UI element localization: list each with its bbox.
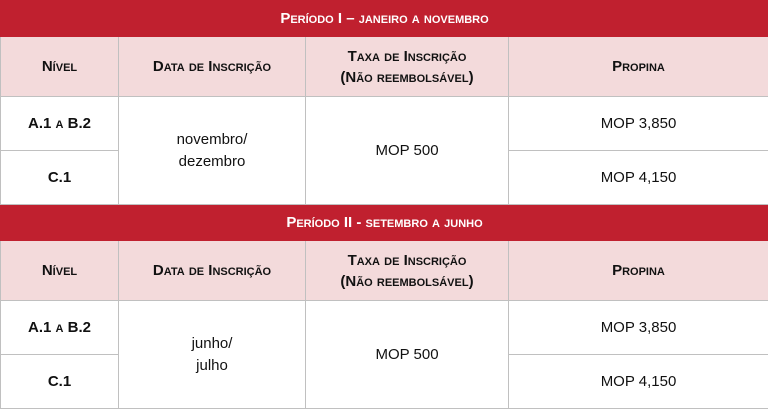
period-2-column-headers (1, 241, 768, 301)
period-1-title: Período I – janeiro a novembro (1, 1, 768, 37)
header-fee-line1: Taxa de Inscrição (347, 47, 467, 65)
period-1-column-headers (1, 37, 768, 97)
tuition-cell: MOP 4,150 (509, 355, 768, 409)
level-cell: C.1 (1, 151, 119, 205)
header-enrollment-date: Data de Inscrição (119, 37, 306, 97)
level-cell: C.1 (1, 355, 119, 409)
enrollment-date-cell (119, 301, 306, 409)
enrollment-line2: julho (196, 356, 228, 374)
header-registration-fee (306, 37, 509, 97)
header-fee-line2: (Não reembolsável) (340, 272, 474, 290)
enrollment-line2: dezembro (178, 152, 246, 170)
tuition-cell: MOP 3,850 (509, 301, 768, 355)
tuition-cell: MOP 4,150 (509, 151, 768, 205)
header-registration-fee (306, 241, 509, 301)
enrollment-line1: novembro/ (176, 130, 248, 148)
table-row (1, 97, 768, 151)
table-row (1, 301, 768, 355)
period-2-title: Período II - setembro a junho (1, 205, 768, 241)
registration-fee-cell: MOP 500 (306, 97, 509, 205)
header-level: Nível (1, 241, 119, 301)
period-2-header-row (1, 205, 768, 241)
header-fee-line1: Taxa de Inscrição (347, 251, 467, 269)
registration-fee-cell: MOP 500 (306, 301, 509, 409)
header-fee-line2: (Não reembolsável) (340, 68, 474, 86)
level-cell: A.1 a B.2 (1, 301, 119, 355)
header-tuition: Propina (509, 241, 768, 301)
enrollment-line1: junho/ (191, 334, 233, 352)
header-tuition: Propina (509, 37, 768, 97)
header-level: Nível (1, 37, 119, 97)
period-1-header-row (1, 1, 768, 37)
level-cell: A.1 a B.2 (1, 97, 119, 151)
enrollment-date-cell (119, 97, 306, 205)
tuition-cell: MOP 3,850 (509, 97, 768, 151)
header-enrollment-date: Data de Inscrição (119, 241, 306, 301)
